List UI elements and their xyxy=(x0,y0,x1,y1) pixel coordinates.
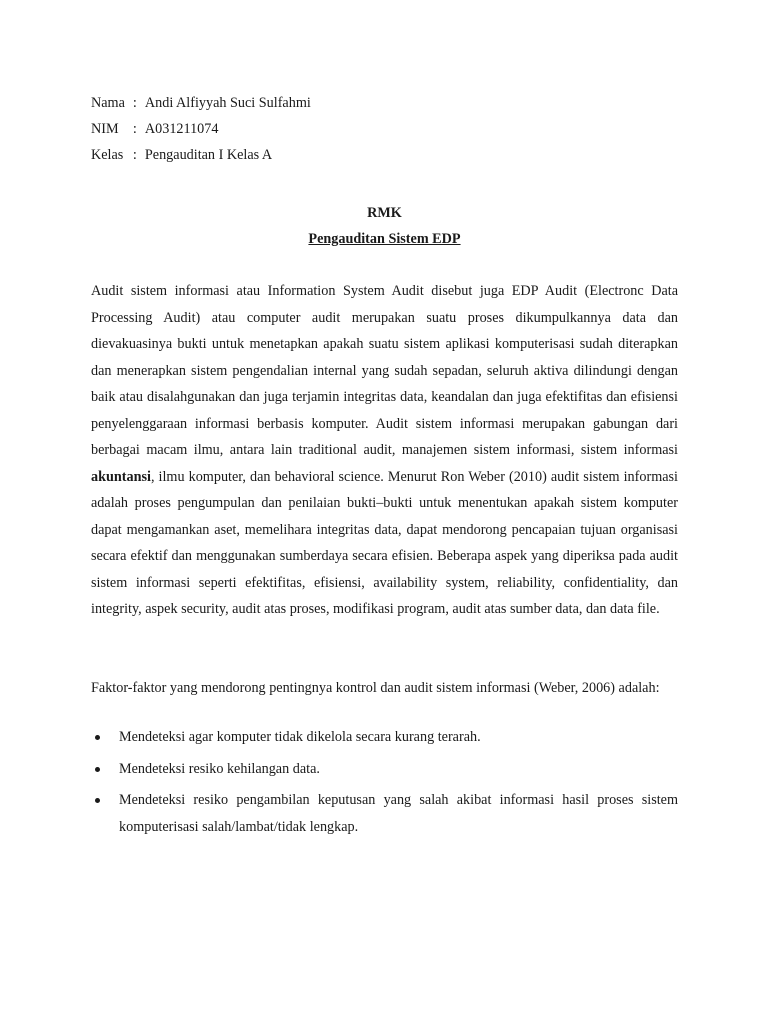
info-label-kelas: Kelas xyxy=(91,146,124,163)
paragraph-text: , ilmu komputer, dan behavioral science. Menurut Ron Weber (2010) audit sistem informasi adalah proses pengumpulan dan penilaian bukti–bukti untuk menentukan apakah sistem komputer dapat mengamankan aset, memelihara integritas data, dapat mendorong pencapaian tujuan organisasi secara efektif dan menggunakan sumberdaya secara efisien. Beberapa aspek yang diperiksa pada audit sistem informasi seperti efektifitas, efisiensi, availability system, reliability, confidentiality, dan integrity, aspek security, audit atas proses, modifikasi program, audit atas sumber data, dan data file. xyxy=(91,468,678,617)
bold-term: akuntansi xyxy=(91,468,151,485)
title-block xyxy=(91,200,678,252)
info-label-nama: Nama xyxy=(91,94,125,111)
info-value-kelas: Pengauditan I Kelas A xyxy=(144,146,273,163)
paragraph-audit-definition xyxy=(91,278,678,623)
info-value-nama: Andi Alfiyyah Suci Sulfahmi xyxy=(144,94,311,111)
info-label-nim: NIM xyxy=(91,120,119,137)
list-item-text: Mendeteksi agar komputer tidak dikelola secara kurang terarah. xyxy=(119,729,481,745)
list-item xyxy=(91,724,678,751)
student-info-table xyxy=(91,90,311,168)
list-item-text: Mendeteksi resiko pengambilan keputusan yang salah akibat informasi hasil proses sistem komputerisasi salah/lambat/tidak lengkap. xyxy=(119,792,678,835)
paragraph-factors-intro: Faktor-faktor yang mendorong pentingnya kontrol dan audit sistem informasi (Weber, 2006) adalah: xyxy=(91,679,660,696)
document-subtitle: Pengauditan Sistem EDP xyxy=(308,231,461,247)
info-separator: : xyxy=(132,94,137,111)
info-row-nim xyxy=(91,116,311,142)
info-row-nama xyxy=(91,90,311,116)
paragraph-text: Audit sistem informasi atau Information System Audit disebut juga EDP Audit (Electronc Data Processing Audit) atau computer audit merupakan suatu proses dikumpulkannya data dan dievakuasinya bukti untuk menetapkan apakah suatu sistem aplikasi komputerisasi sudah diterapkan dan menerapkan sistem pengendalian internal yang sudah sepadan, seluruh aktiva dilindungi dengan baik atau disalahgunakan dan juga terjamin integritas data, keandalan dan juga efektifitas dan efisiensi penyelenggaraan informasi berbasis komputer. Audit sistem informasi merupakan gabungan dari berbagai macam ilmu, antara lain traditional audit, manajemen sistem informasi, sistem informasi xyxy=(91,283,678,458)
list-item-text: Mendeteksi resiko kehilangan data. xyxy=(119,760,320,777)
info-separator: : xyxy=(132,120,137,137)
info-separator: : xyxy=(132,146,137,163)
factors-list xyxy=(91,724,678,840)
bullet-icon xyxy=(95,735,100,740)
document-page xyxy=(91,90,678,845)
bullet-icon xyxy=(95,767,100,772)
info-row-kelas xyxy=(91,142,311,168)
list-item xyxy=(91,787,678,840)
bullet-icon xyxy=(95,798,100,803)
document-title: RMK xyxy=(367,205,402,221)
info-value-nim: A031211074 xyxy=(144,120,219,137)
list-item xyxy=(91,756,678,783)
